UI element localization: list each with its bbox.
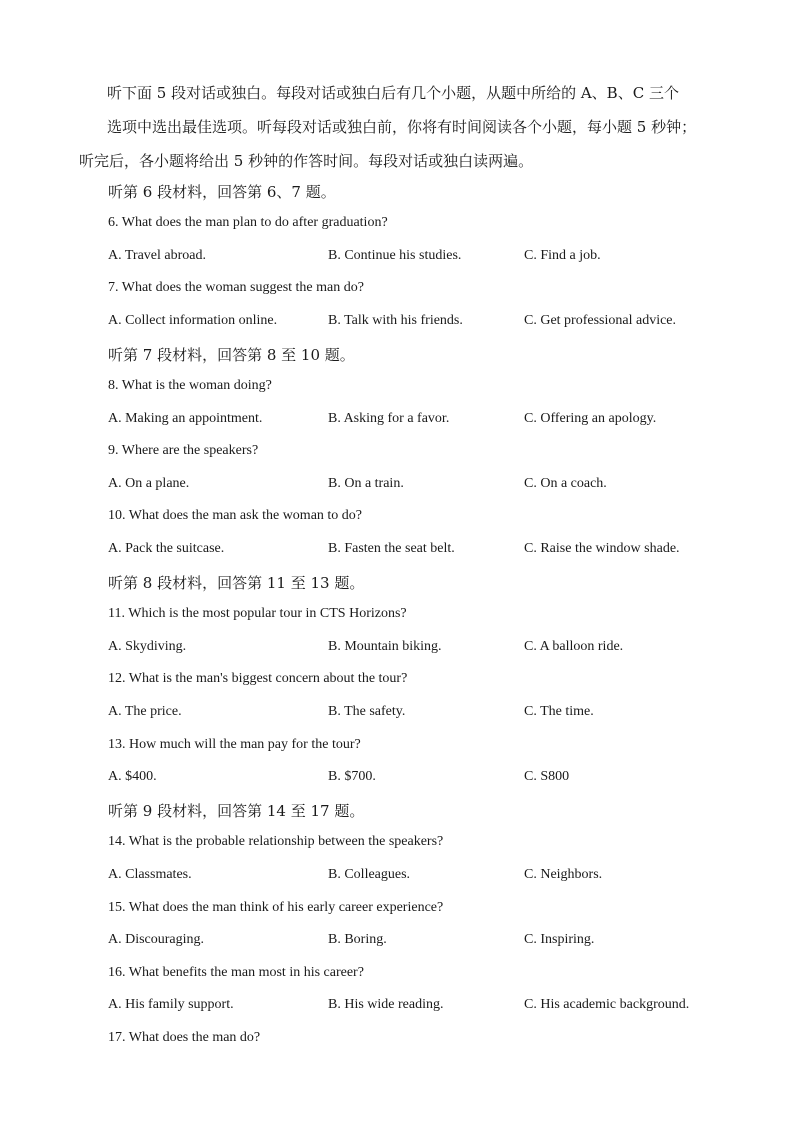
- q7-option-c: C. Get professional advice.: [524, 313, 677, 328]
- question-8: 8. What is the woman doing?: [108, 378, 272, 393]
- instructions-line-1: 听下面 5 段对话或独白。每段对话或独白后有几个小题，从题中所给的 A、B、C 三个: [107, 84, 679, 102]
- q14-option-a: A. Classmates.: [108, 867, 192, 882]
- section-heading-7: 听第 7 段材料，回答第 8 至 10 题。: [108, 346, 355, 364]
- q11-option-c: C. A balloon ride.: [524, 639, 624, 654]
- question-9: 9. Where are the speakers?: [108, 443, 259, 458]
- question-11: 11. Which is the most popular tour in CTS Horizons?: [108, 606, 407, 621]
- q9-option-a: A. On a plane.: [108, 476, 190, 491]
- instructions-line-3: 听完后，各小题将给出 5 秒钟的作答时间。每段对话或独白读两遍。: [79, 152, 534, 170]
- q14-option-c: C. Neighbors.: [524, 867, 603, 882]
- q9-option-c: C. On a coach.: [524, 476, 607, 491]
- q10-option-c: C. Raise the window shade.: [524, 541, 680, 556]
- q8-option-b: B. Asking for a favor.: [328, 411, 450, 426]
- question-15: 15. What does the man think of his early career experience?: [108, 900, 444, 915]
- q15-option-c: C. Inspiring.: [524, 932, 595, 947]
- q12-option-b: B. The safety.: [328, 704, 406, 719]
- question-12: 12. What is the man's biggest concern about the tour?: [108, 671, 408, 686]
- question-6: 6. What does the man plan to do after graduation?: [108, 215, 388, 230]
- instructions-line-2: 选项中选出最佳选项。听每段对话或独白前，你将有时间阅读各个小题，每小题 5 秒钟；: [107, 118, 697, 136]
- q15-option-a: A. Discouraging.: [108, 932, 205, 947]
- section-heading-8: 听第 8 段材料，回答第 11 至 13 题。: [108, 574, 365, 592]
- q12-option-c: C. The time.: [524, 704, 594, 719]
- q6-option-b: B. Continue his studies.: [328, 248, 462, 263]
- q14-option-b: B. Colleagues.: [328, 867, 411, 882]
- q13-option-a: A. $400.: [108, 769, 157, 784]
- question-10: 10. What does the man ask the woman to do?: [108, 508, 363, 523]
- q11-option-b: B. Mountain biking.: [328, 639, 442, 654]
- q16-option-a: A. His family support.: [108, 997, 234, 1012]
- q8-option-c: C. Offering an apology.: [524, 411, 657, 426]
- q15-option-b: B. Boring.: [328, 932, 387, 947]
- q16-option-b: B. His wide reading.: [328, 997, 444, 1012]
- question-17: 17. What does the man do?: [108, 1030, 261, 1045]
- q7-option-a: A. Collect information online.: [108, 313, 278, 328]
- section-heading-6: 听第 6 段材料，回答第 6、7 题。: [108, 183, 336, 201]
- question-7: 7. What does the woman suggest the man do?: [108, 280, 364, 295]
- q16-option-c: C. His academic background.: [524, 997, 690, 1012]
- q7-option-b: B. Talk with his friends.: [328, 313, 463, 328]
- section-heading-9: 听第 9 段材料，回答第 14 至 17 题。: [108, 802, 365, 820]
- q13-option-b: B. $700.: [328, 769, 376, 784]
- q13-option-c: C. S800: [524, 769, 570, 784]
- q12-option-a: A. The price.: [108, 704, 182, 719]
- q10-option-b: B. Fasten the seat belt.: [328, 541, 455, 556]
- question-14: 14. What is the probable relationship between the speakers?: [108, 834, 444, 849]
- q6-option-a: A. Travel abroad.: [108, 248, 206, 263]
- question-16: 16. What benefits the man most in his career?: [108, 965, 364, 980]
- instructions: [79, 76, 719, 178]
- question-13: 13. How much will the man pay for the tour?: [108, 737, 361, 752]
- q8-option-a: A. Making an appointment.: [108, 411, 263, 426]
- q10-option-a: A. Pack the suitcase.: [108, 541, 225, 556]
- q6-option-c: C. Find a job.: [524, 248, 601, 263]
- q11-option-a: A. Skydiving.: [108, 639, 187, 654]
- q9-option-b: B. On a train.: [328, 476, 404, 491]
